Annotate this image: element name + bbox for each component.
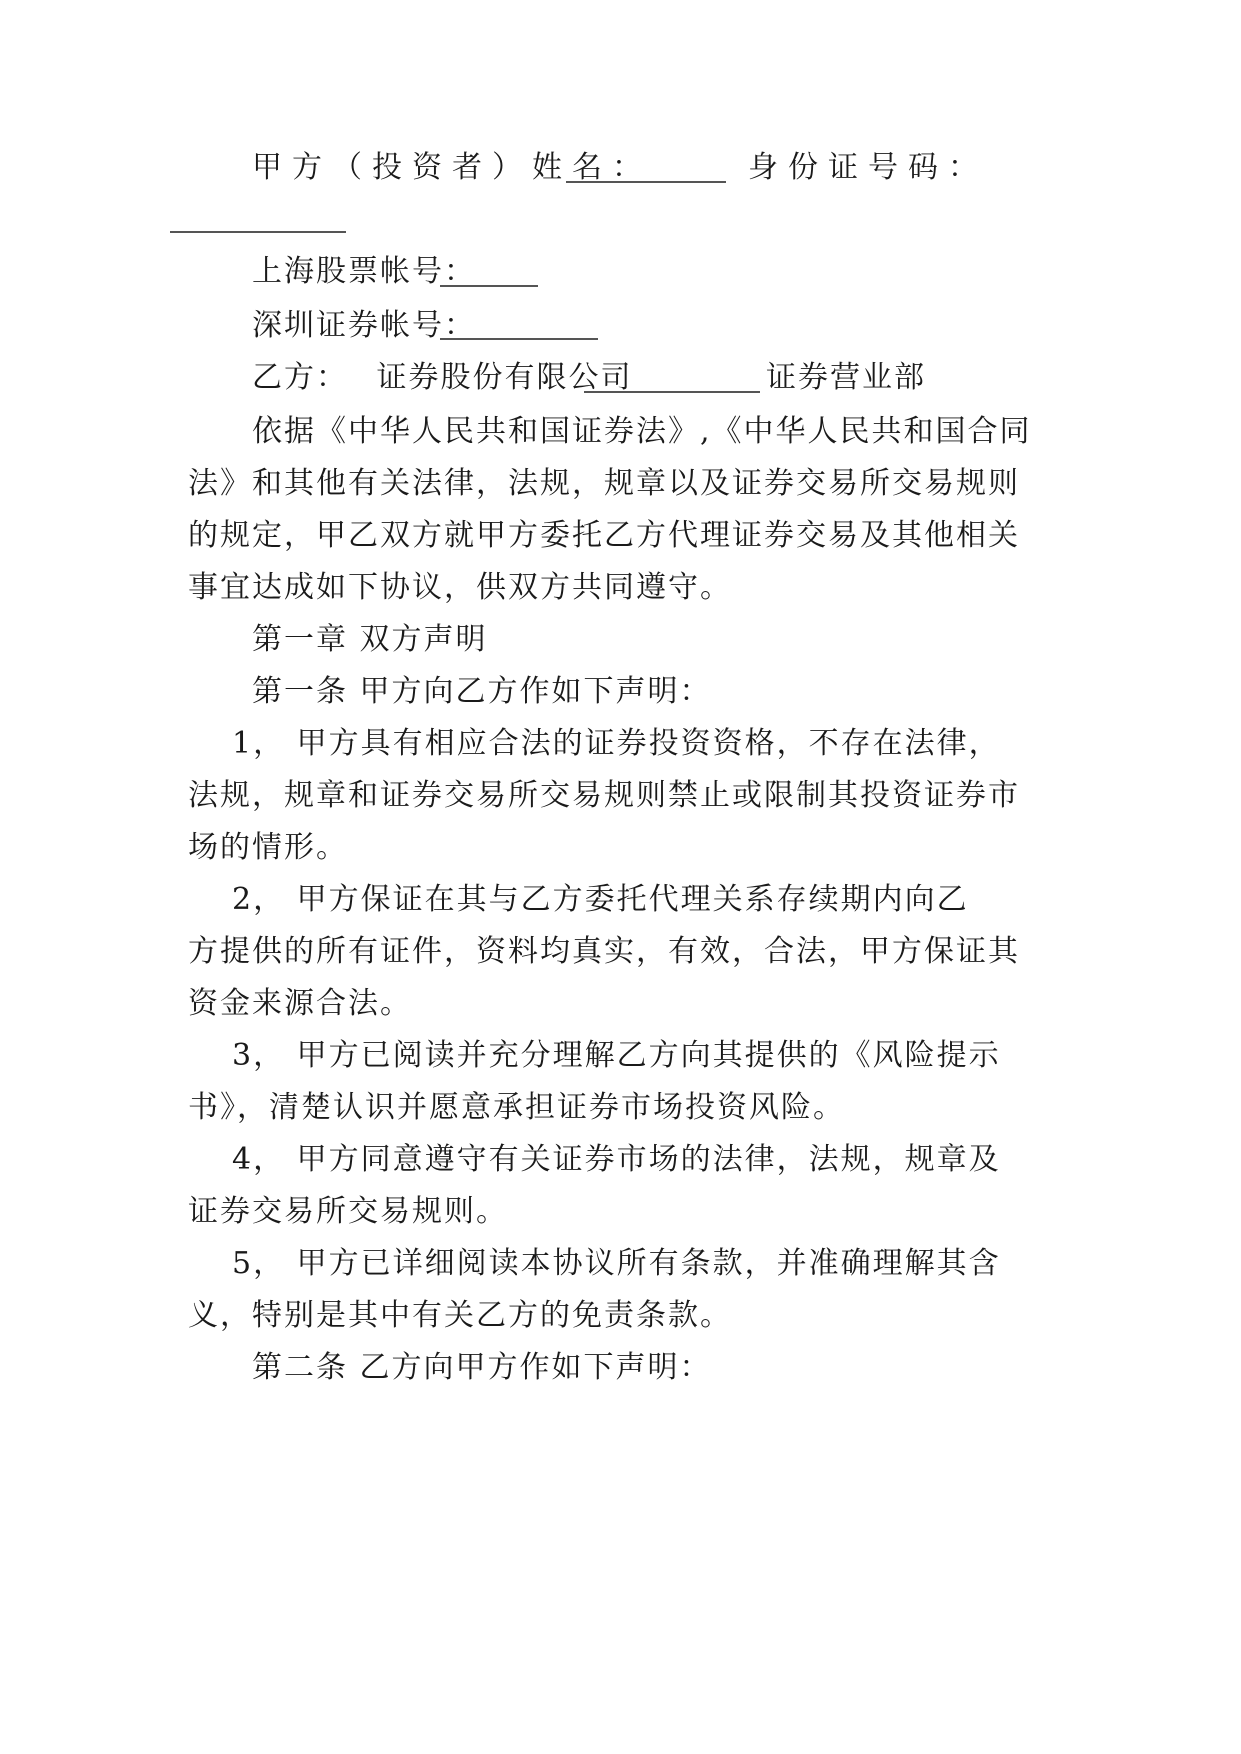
intro-line-1: 依据《中华人民共和国证券法》,《中华人民共和国合同 bbox=[252, 414, 1032, 449]
party-b-blank bbox=[584, 391, 760, 393]
intro-line-2: 法》和其他有关法律，法规，规章以及证券交易所交易规则 bbox=[188, 466, 1020, 501]
item-4-line-2: 证券交易所交易规则。 bbox=[188, 1194, 508, 1229]
party-a-name-blank bbox=[566, 181, 726, 183]
shenzhen-account-blank bbox=[440, 338, 598, 340]
item-3-line-2: 书》，清楚认识并愿意承担证券市场投资风险。 bbox=[188, 1090, 845, 1125]
item-3-line-1: 3， 甲方已阅读并充分理解乙方向其提供的《风险提示 bbox=[232, 1038, 1001, 1073]
item-1-line-3: 场的情形。 bbox=[188, 830, 348, 865]
item-5-line-2: 义，特别是其中有关乙方的免责条款。 bbox=[188, 1298, 732, 1333]
party-a-name-label: 甲方（投资者）姓名： bbox=[252, 150, 652, 185]
article-1-title: 第一条 甲方向乙方作如下声明： bbox=[252, 674, 712, 709]
chapter-title: 第一章 双方声明 bbox=[252, 622, 488, 657]
shanghai-account-blank bbox=[440, 285, 538, 287]
item-2-line-1: 2， 甲方保证在其与乙方委托代理关系存续期内向乙 bbox=[232, 882, 969, 917]
id-number-label: 身份证号码： bbox=[748, 150, 988, 185]
article-2-title: 第二条 乙方向甲方作如下声明： bbox=[252, 1350, 712, 1385]
party-b-suffix: 证券营业部 bbox=[766, 360, 926, 395]
item-1-line-1: 1， 甲方具有相应合法的证券投资资格，不存在法律， bbox=[232, 726, 1001, 761]
shenzhen-account-label: 深圳证券帐号： bbox=[252, 308, 476, 343]
item-4-line-1: 4， 甲方同意遵守有关证券市场的法律，法规，规章及 bbox=[232, 1142, 1001, 1177]
id-number-blank bbox=[170, 231, 346, 233]
item-1-line-2: 法规，规章和证券交易所交易规则禁止或限制其投资证券市 bbox=[188, 778, 1020, 813]
intro-line-3: 的规定，甲乙双方就甲方委托乙方代理证券交易及其他相关 bbox=[188, 518, 1020, 553]
item-2-line-3: 资金来源合法。 bbox=[188, 986, 412, 1021]
item-5-line-1: 5， 甲方已详细阅读本协议所有条款，并准确理解其含 bbox=[232, 1246, 1001, 1281]
item-2-line-2: 方提供的所有证件，资料均真实，有效，合法，甲方保证其 bbox=[188, 934, 1020, 969]
intro-line-4: 事宜达成如下协议，供双方共同遵守。 bbox=[188, 570, 732, 605]
shanghai-account-label: 上海股票帐号： bbox=[252, 254, 476, 289]
party-b-prefix: 乙方： 证券股份有限公司 bbox=[252, 360, 633, 395]
